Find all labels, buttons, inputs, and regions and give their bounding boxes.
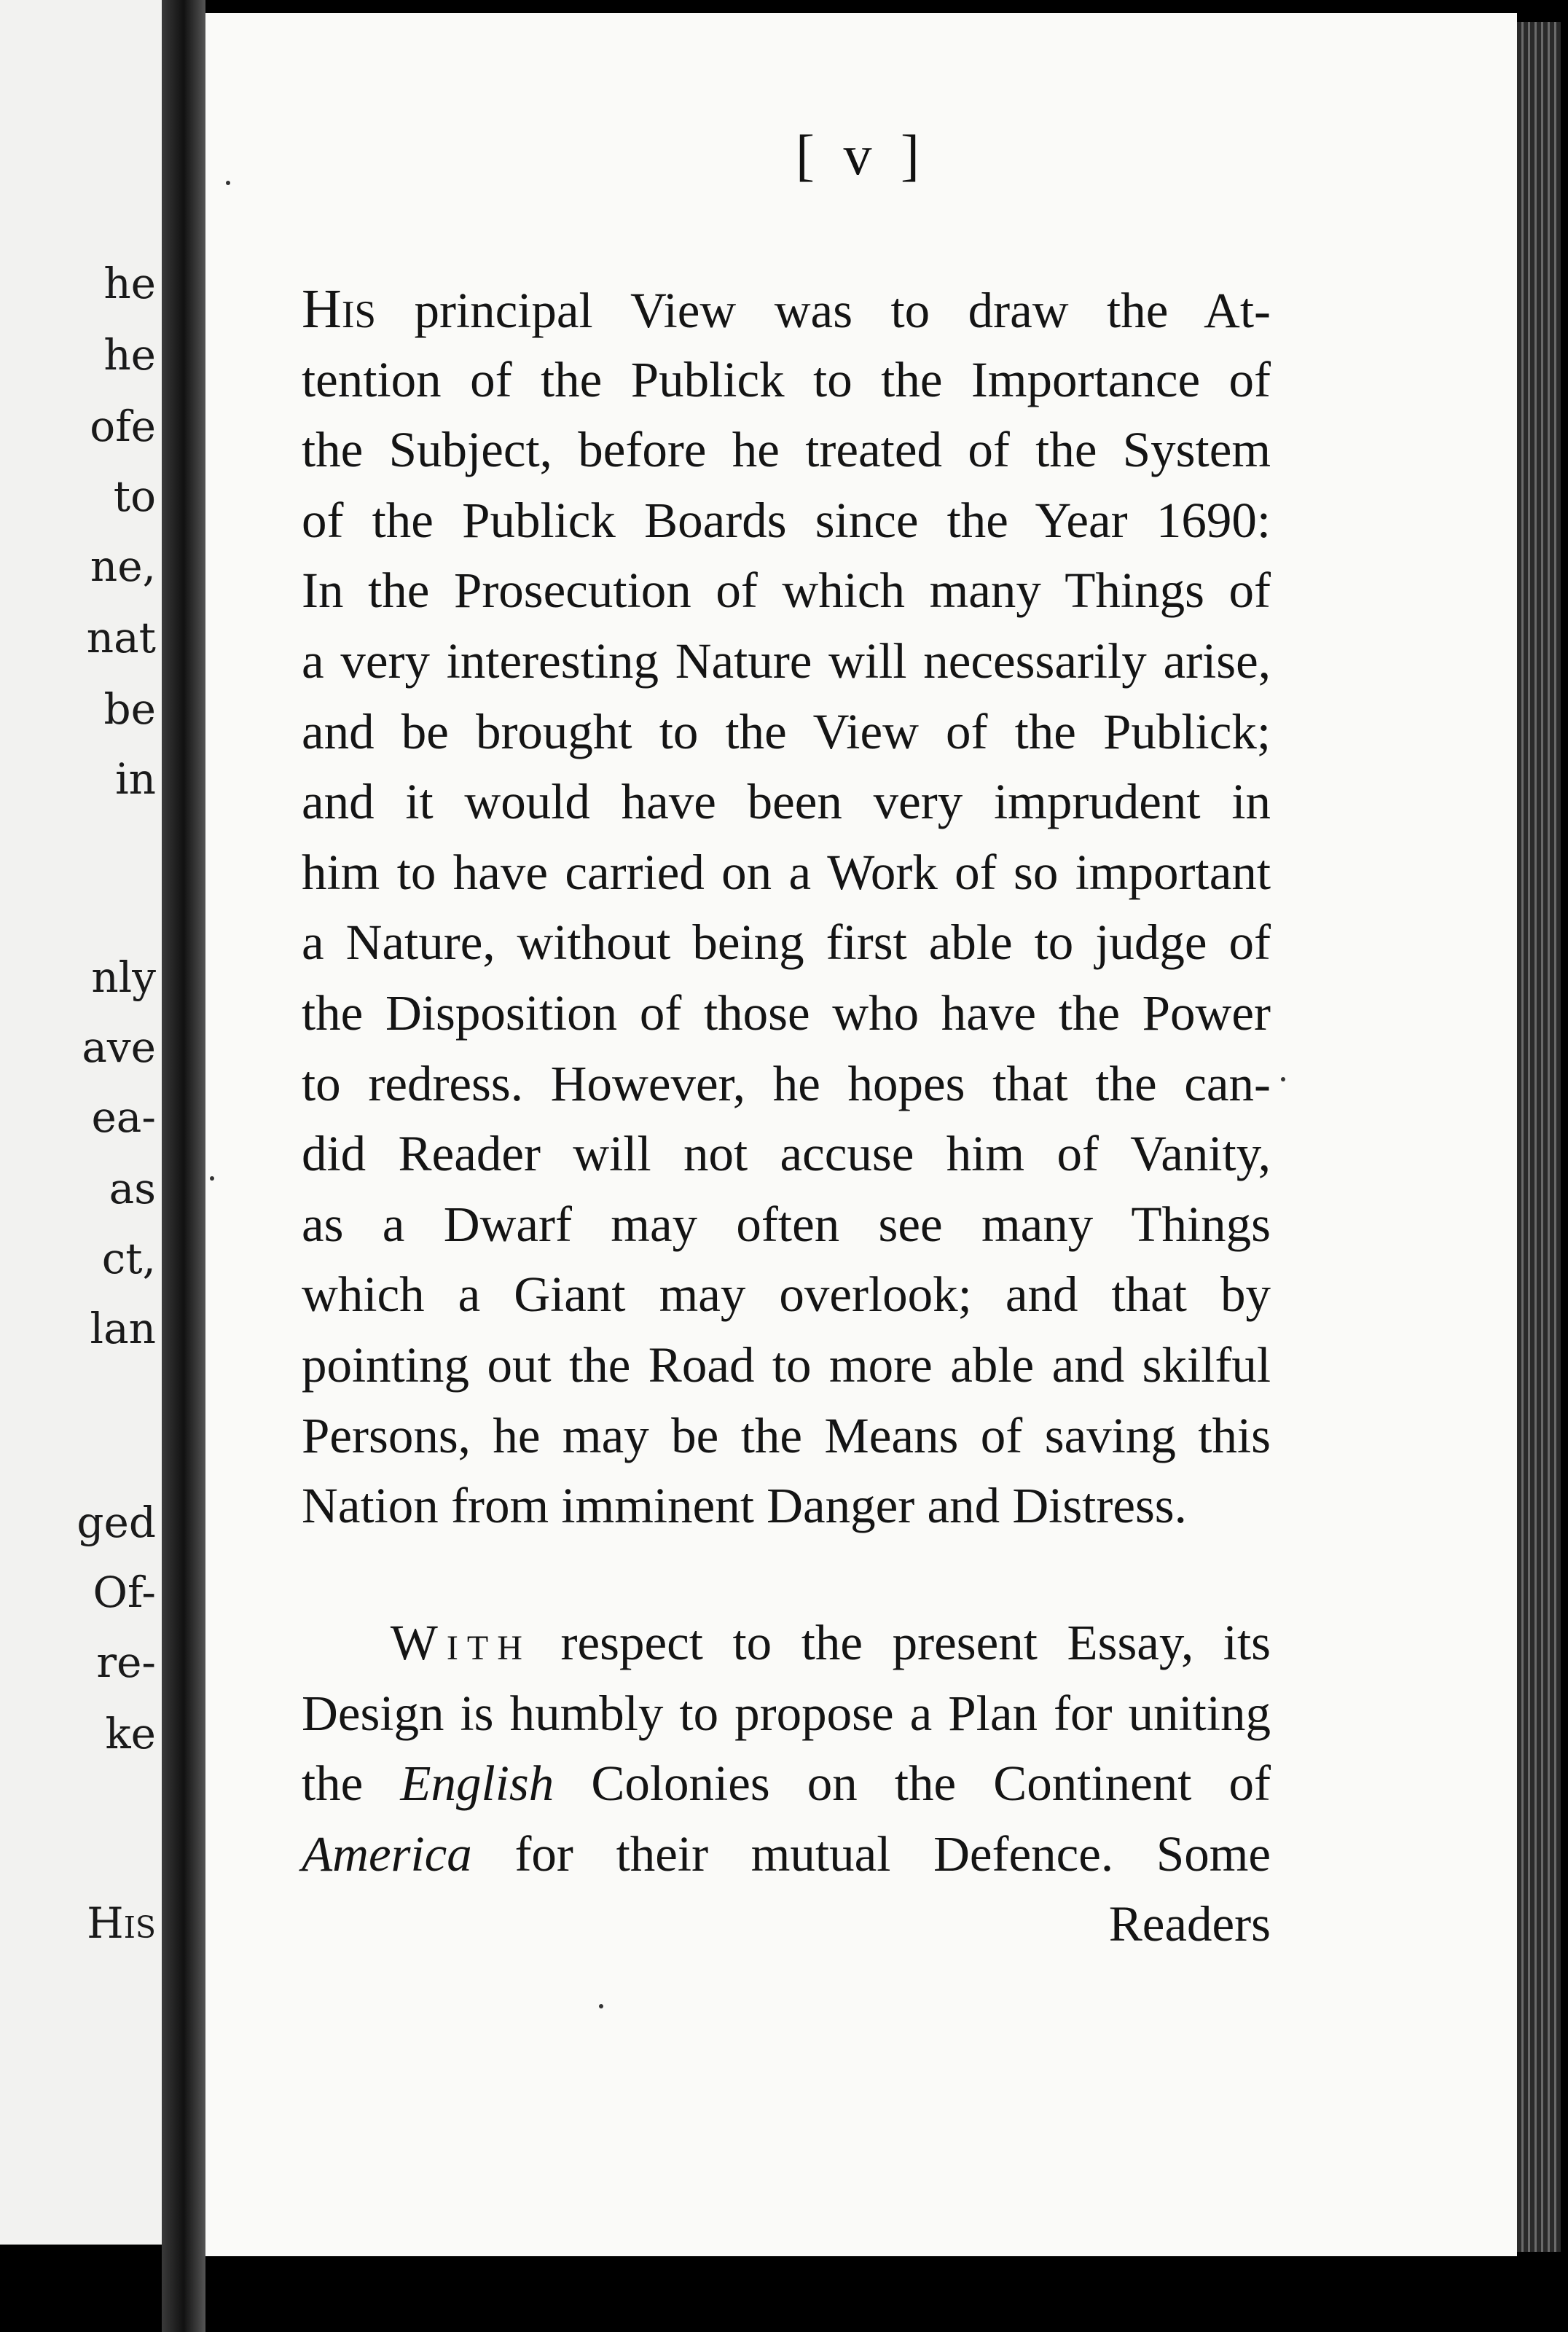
left-edge-word: ct, (101, 1234, 156, 1283)
main-page (205, 13, 1517, 2256)
text-line: Design is humbly to propose a Plan for uniting (302, 1685, 1271, 1741)
left-edge-word: His (87, 1898, 156, 1948)
text-line (302, 1608, 1271, 1678)
text-line: In the Prosecution of which many Things of (302, 563, 1271, 619)
page-stack-edge (1517, 22, 1561, 2252)
left-edge-word: ofe (90, 402, 156, 451)
text-line: Persons, he may be the Means of saving this (302, 1407, 1271, 1463)
left-edge-word: he (103, 259, 156, 308)
left-edge-word: ave (82, 1022, 156, 1072)
left-edge-word: re- (96, 1638, 156, 1687)
left-facing-page (0, 0, 164, 2245)
left-edge-word: nat (86, 613, 156, 662)
left-edge-word: nly (91, 952, 156, 1002)
left-edge-word: ea- (91, 1092, 156, 1142)
left-edge-word: to (113, 472, 156, 521)
catchword: Readers (1108, 1896, 1271, 1952)
text-line: him to have carried on a Work of so important (302, 844, 1271, 900)
left-edge-word: ke (105, 1709, 156, 1758)
text-line: pointing out the Road to more able and skilful (302, 1337, 1271, 1393)
text-line: of the Publick Boards since the Year 1690: (302, 492, 1271, 548)
left-edge-word: be (103, 684, 156, 734)
text-fragment: Colonies on the Continent of (554, 1756, 1271, 1812)
text-line: which a Giant may overlook; and that by (302, 1267, 1271, 1323)
text-line: a Nature, without being first able to judge of (302, 915, 1271, 971)
text-line: to redress. However, he hopes that the can- (302, 1055, 1271, 1111)
paragraph-2 (302, 1608, 1271, 1960)
lead-word: With (390, 1615, 531, 1670)
book-gutter (162, 0, 205, 2332)
text-line: as a Dwarf may often see many Things (302, 1196, 1271, 1252)
text-line: the Subject, before he treated of the System (302, 422, 1271, 478)
text-line (302, 1819, 1271, 1890)
left-edge-word: he (103, 330, 156, 380)
text-line: tention of the Publick to the Importance of (302, 351, 1271, 407)
paper-speck (210, 1176, 214, 1181)
italic-word: English (400, 1756, 554, 1812)
lead-word: His (302, 278, 377, 340)
paper-speck (226, 181, 230, 185)
text-line (302, 1748, 1271, 1819)
text-line: did Reader will not accuse him of Vanity, (302, 1126, 1271, 1182)
text-line: and it would have been very imprudent in (302, 774, 1271, 830)
left-edge-word: as (109, 1164, 156, 1213)
left-edge-word: ged (77, 1498, 156, 1547)
paper-speck (599, 2004, 603, 2008)
text-line: a very interesting Nature will necessarily arise, (302, 633, 1271, 689)
paragraph-1 (302, 274, 1271, 1541)
text-line (302, 274, 1271, 345)
paper-speck (1281, 1077, 1285, 1081)
italic-word: America (302, 1826, 472, 1882)
text-line: Nation from imminent Danger and Distress. (302, 1478, 1187, 1534)
text-line: the Disposition of those who have the Power (302, 985, 1271, 1041)
text-fragment: for their mutual Defence. Some (471, 1826, 1271, 1882)
text-fragment: principal View was to draw the At- (376, 283, 1271, 338)
text-fragment: the (302, 1756, 401, 1812)
text-fragment: respect to the present Essay, its (530, 1615, 1271, 1670)
page-number: [ v ] (796, 123, 927, 187)
left-edge-word: ne, (90, 541, 156, 591)
left-edge-word: lan (90, 1304, 156, 1353)
left-edge-word: Of- (93, 1568, 156, 1617)
left-edge-word: in (115, 754, 156, 804)
text-line: and be brought to the View of the Publick; (302, 703, 1271, 759)
